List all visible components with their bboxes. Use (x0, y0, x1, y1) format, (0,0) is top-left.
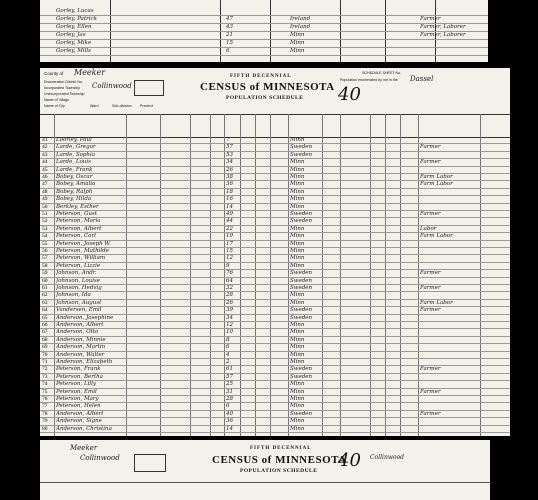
census-sheet (40, 68, 510, 436)
cell-n: 67 (42, 329, 48, 336)
cell-n: 45 (42, 166, 48, 173)
cell-name: Larde, Gregor (56, 144, 96, 151)
cell-name: Peterson, Lizzie (56, 262, 101, 269)
cell-n: 56 (42, 248, 48, 254)
village-label: Name of Village (44, 98, 70, 102)
cell-birth: Minn (290, 418, 305, 425)
cell-name: Johnson, August (56, 299, 102, 306)
cell-n: 78 (42, 410, 48, 417)
cell-n: 66 (42, 322, 48, 328)
table-row (40, 255, 510, 262)
table-row (40, 248, 510, 255)
table-row (40, 403, 510, 410)
cell-name: Peterson, Helen (56, 403, 101, 410)
table-row (40, 322, 510, 329)
cell-age: 32 (226, 285, 233, 291)
cell-age: 28 (226, 396, 233, 402)
table-row (40, 270, 510, 277)
table-row (40, 374, 510, 381)
cell-n: 76 (42, 396, 48, 402)
cell-n: 58 (42, 262, 48, 269)
table-row (40, 292, 510, 299)
cell-occ: Farm Labor (420, 181, 453, 188)
table-row (40, 189, 510, 196)
cell-age: 34 (226, 314, 233, 321)
cell-age: 6 (226, 344, 230, 351)
table-row (40, 211, 510, 218)
bottom-census-title: CENSUS of MINNESOTA (212, 454, 347, 466)
table-row (40, 329, 510, 336)
table-row (40, 263, 510, 270)
cell-age: 43 (226, 24, 233, 30)
town-value: Collinwood (92, 82, 132, 90)
cell-birth: Minn (290, 188, 305, 195)
cell-birth: Sweden (290, 307, 313, 314)
cell-age: 14 (226, 203, 233, 210)
cell-n: 53 (42, 225, 48, 232)
table-row (40, 315, 510, 322)
cell-age: 9 (226, 262, 230, 269)
cell-age: 12 (226, 322, 233, 328)
cell-occ: Farmer (420, 307, 441, 314)
cell-birth: Minn (290, 262, 305, 269)
cell-name: Peterson, Carl (56, 233, 96, 240)
cell-name: Johnson, Andr. (56, 270, 97, 277)
county-label: County of (44, 71, 64, 76)
table-row (40, 233, 510, 240)
table-row (40, 426, 510, 433)
table-row (40, 167, 510, 174)
cell-age: 10 (226, 329, 233, 336)
table-row (40, 337, 510, 344)
cell-n: 71 (42, 359, 48, 365)
cell-n: 41 (42, 137, 48, 143)
census-rows (40, 137, 510, 436)
cell-birth: Minn (290, 329, 305, 336)
cell-name: Anderson, Christina (56, 425, 112, 432)
cell-age: 49 (226, 211, 233, 217)
incorporated-label: Incorporated Township (44, 86, 81, 90)
cell-birth: Sweden (290, 218, 313, 225)
cell-n: 46 (42, 174, 48, 180)
cell-name: Gorley, Ellen (56, 24, 92, 30)
cell-name: Gorley, Patrick (56, 16, 97, 22)
cell-n: 74 (42, 381, 48, 388)
cell-n: 69 (42, 344, 48, 351)
cell-n: 47 (42, 181, 48, 188)
cell-name: Peterson, Mary (56, 396, 99, 402)
table-row (40, 181, 510, 188)
cell-age: 76 (226, 270, 233, 277)
table-row (40, 300, 510, 307)
cell-birth: Minn (290, 48, 305, 54)
cell-birth: Minn (290, 299, 305, 306)
cell-birth: Ireland (290, 16, 311, 22)
cell-birth: Minn (290, 240, 305, 247)
cell-n: 77 (42, 403, 48, 410)
cell-birth: Sweden (290, 277, 313, 284)
table-row (40, 144, 510, 151)
table-row (40, 174, 510, 181)
cell-birth: Minn (290, 233, 305, 240)
enum-district-label: Enumeration District No. (44, 80, 83, 84)
bottom-county-value: Meeker (70, 444, 98, 452)
bottom-enumerator-value: Collinwood (370, 454, 405, 461)
cell-name: Gorley, Jas (56, 32, 86, 38)
cell-n: 44 (42, 159, 48, 166)
cell-name: Peterson, Mathilde (56, 248, 109, 254)
cell-n: 42 (42, 144, 48, 151)
cell-occ: Farm Labor (420, 233, 453, 240)
table-row (40, 48, 488, 56)
cell-name: Peterson, Albert (56, 225, 102, 232)
cell-age: 18 (226, 188, 233, 195)
table-row (40, 196, 510, 203)
cell-age: 26 (226, 166, 233, 173)
cell-age: 16 (226, 196, 233, 203)
cell-n: 73 (42, 373, 48, 380)
cell-age: 53 (226, 151, 233, 158)
cell-name: Peterson, Maria (56, 218, 101, 225)
cell-n: 64 (42, 307, 48, 314)
cell-name: Anderson, Albert (56, 322, 104, 328)
cell-birth: Minn (290, 137, 305, 143)
cell-age: 21 (226, 32, 233, 38)
cell-birth: Minn (290, 166, 305, 173)
cell-name: Bobey, Amalia (56, 181, 96, 188)
cell-occ: Farm Labor (420, 174, 453, 180)
sheet-number: 40 (338, 84, 361, 105)
bottom-instruction-box (134, 454, 166, 472)
cell-name: Peterson, Bertha (56, 373, 103, 380)
cell-occ: Farmer (420, 159, 441, 166)
cell-birth: Sweden (290, 211, 313, 217)
cell-name: Larde, Sophia (56, 151, 96, 158)
cell-n: 59 (42, 270, 48, 277)
county-value: Meeker (74, 68, 106, 77)
population-schedule: POPULATION SCHEDULE (226, 95, 304, 101)
table-row (40, 137, 510, 144)
cell-age: 57 (226, 373, 233, 380)
cell-birth: Minn (290, 359, 305, 365)
column-header-band (40, 114, 510, 138)
enumerated-by-label: Population enumerated by me in the (340, 78, 398, 82)
table-row (40, 285, 510, 292)
cell-age: 40 (226, 410, 233, 417)
cell-occ: Farm Labor (420, 299, 453, 306)
cell-occ: Labor (420, 225, 437, 232)
cell-name: Gorley, Lucas (56, 8, 94, 14)
cell-age: 19 (226, 233, 233, 240)
cell-birth: Minn (290, 336, 305, 343)
cell-age: 15 (226, 40, 233, 46)
table-row (40, 381, 510, 388)
cell-name: Johnson, Louise (56, 277, 101, 284)
cell-n: 50 (42, 203, 48, 210)
cell-age: 64 (226, 277, 233, 284)
cell-n: 65 (42, 314, 48, 321)
next-sheet-fragment (40, 440, 490, 500)
cell-birth: Minn (290, 32, 305, 38)
sheet-label: SCHEDULE SHEET No. (362, 71, 402, 75)
cell-name: Bobey, Ralph (56, 188, 93, 195)
cell-name: Larde, Louis (56, 159, 91, 166)
cell-name: Anderson, Josephine (56, 314, 114, 321)
table-row (40, 16, 488, 24)
cell-name: Anderson, Martin (56, 344, 106, 351)
cell-occ: Farmer (420, 285, 441, 291)
cell-age: 36 (226, 181, 233, 188)
cell-birth: Minn (290, 255, 305, 262)
cell-age: 22 (226, 225, 233, 232)
cell-birth: Minn (290, 181, 305, 188)
bottom-population-schedule: POPULATION SCHEDULE (240, 468, 318, 474)
table-row (40, 307, 510, 314)
cell-birth: Minn (290, 396, 305, 402)
cell-name: Gorley, Mike (56, 40, 92, 46)
cell-name: Larde, Frank (56, 166, 93, 173)
cell-age: 31 (226, 388, 233, 395)
table-row (40, 24, 488, 32)
cell-age: 38 (226, 174, 233, 180)
table-row (40, 8, 488, 16)
cell-birth: Sweden (290, 144, 313, 151)
cell-name: Anderson, Albert (56, 410, 104, 417)
table-row (40, 344, 510, 351)
table-row (40, 352, 510, 359)
cell-name: Peterson, Frank (56, 366, 101, 373)
cell-name: Anderson, Minnie (56, 336, 106, 343)
cell-n: 60 (42, 277, 48, 284)
cell-birth: Minn (290, 322, 305, 328)
cell-name: Bobey, Hilda (56, 196, 92, 203)
cell-age: 12 (226, 255, 233, 262)
cell-birth: Sweden (290, 410, 313, 417)
cell-name: Peterson, Emil (56, 388, 97, 395)
unincorporated-label: Unincorporated Township (44, 92, 85, 96)
cell-birth: Sweden (290, 285, 313, 291)
cell-n: 48 (42, 188, 48, 195)
cell-occ: Farmer (420, 144, 441, 151)
previous-sheet-fragment (40, 0, 488, 62)
cell-occ: Farmer (420, 16, 441, 22)
cell-birth: Minn (290, 248, 305, 254)
cell-birth: Sweden (290, 314, 313, 321)
cell-birth: Sweden (290, 373, 313, 380)
cell-age: 34 (226, 159, 233, 166)
cell-name: Peterson, Gust (56, 211, 97, 217)
bottom-sheet-number: 40 (338, 450, 361, 471)
cell-n: 72 (42, 366, 48, 373)
cell-n: 55 (42, 240, 48, 247)
cell-n: 54 (42, 233, 48, 240)
cell-occ: Farmer (420, 366, 441, 373)
table-row (40, 226, 510, 233)
cell-occ: Farmer (420, 388, 441, 395)
cell-name: Peterson, Lilly (56, 381, 97, 388)
cell-name: Loorley, Paul (56, 137, 92, 143)
cell-occ: Farmer (420, 410, 441, 417)
cell-age: 39 (226, 307, 233, 314)
cell-n: 57 (42, 255, 48, 262)
cell-age: 6 (226, 403, 230, 410)
table-row (40, 396, 510, 403)
cell-birth: Minn (290, 225, 305, 232)
bottom-fifth-decennial: FIFTH DECENNIAL (250, 446, 312, 451)
cell-occ: Farmer (420, 270, 441, 277)
cell-birth: Ireland (290, 24, 311, 30)
cell-name: Anderson, Signe (56, 418, 102, 425)
cell-name: Berkley, Esther (56, 203, 99, 210)
cell-name: Johnson, Ida (56, 292, 91, 299)
table-row (40, 389, 510, 396)
cell-n: 61 (42, 285, 48, 291)
cell-n: 75 (42, 388, 48, 395)
cell-age: 2 (226, 359, 230, 365)
cell-n: 80 (42, 425, 48, 432)
cell-name: Johnson, Hedvig (56, 285, 102, 291)
cell-birth: Minn (290, 174, 305, 180)
instruction-box (134, 80, 164, 96)
table-row (40, 40, 488, 48)
cell-birth: Minn (290, 159, 305, 166)
cell-n: 52 (42, 218, 48, 225)
cell-age: 28 (226, 292, 233, 299)
cell-age: 15 (226, 248, 233, 254)
table-row (40, 241, 510, 248)
subdivision-label: Sub-division (112, 104, 132, 108)
cell-name: Anderson, Elizabeth (56, 359, 113, 365)
cell-age: 17 (226, 240, 233, 247)
cell-n: 68 (42, 336, 48, 343)
cell-birth: Minn (290, 381, 305, 388)
cell-birth: Minn (290, 344, 305, 351)
table-row (40, 418, 510, 425)
cell-age: 25 (226, 381, 233, 388)
cell-name: Vandersen, Emil (56, 307, 102, 314)
cell-age: 61 (226, 366, 233, 373)
cell-n: 49 (42, 196, 48, 203)
table-row (40, 278, 510, 285)
cell-occ: Farmer (420, 211, 441, 217)
cell-n: 62 (42, 292, 48, 299)
table-row (40, 152, 510, 159)
cell-age: 47 (226, 16, 233, 22)
cell-birth: Sweden (290, 151, 313, 158)
cell-n: 79 (42, 418, 48, 425)
table-row (40, 204, 510, 211)
cell-age: 36 (226, 418, 233, 425)
table-row (40, 159, 510, 166)
cell-occ: Farmer, Laborer (420, 24, 466, 30)
cell-n: 70 (42, 351, 48, 358)
cell-occ: Farmer, Laborer (420, 32, 466, 38)
precinct-label: Precinct (140, 104, 153, 108)
cell-birth: Minn (290, 425, 305, 432)
cell-name: Peterson, William (56, 255, 106, 262)
enumerator-value: Dassel (410, 75, 434, 83)
bottom-town-value: Collinwood (80, 454, 120, 462)
cell-age: 26 (226, 299, 233, 306)
cell-name: Gorley, Mills (56, 48, 91, 54)
cell-age: 8 (226, 336, 230, 343)
cell-birth: Minn (290, 292, 305, 299)
cell-age: 14 (226, 425, 233, 432)
cell-age: 6 (226, 48, 230, 54)
table-row (40, 366, 510, 373)
table-row (40, 32, 488, 40)
cell-n: 63 (42, 299, 48, 306)
cell-birth: Minn (290, 351, 305, 358)
cell-name: Anderson, Walter (56, 351, 105, 358)
cell-name: Bobey, Oscar (56, 174, 93, 180)
cell-birth: Minn (290, 40, 305, 46)
cell-age: 44 (226, 218, 233, 225)
table-row (40, 218, 510, 225)
cell-name: Peterson, Joseph W. (56, 240, 111, 247)
fifth-decennial: FIFTH DECENNIAL (230, 74, 292, 79)
cell-name: Anderson, Otto (56, 329, 99, 336)
ward-label: Ward (90, 104, 99, 108)
table-row (40, 411, 510, 418)
cell-birth: Minn (290, 203, 305, 210)
cell-age: 4 (226, 351, 230, 358)
cell-age: 57 (226, 144, 233, 151)
cell-birth: Sweden (290, 270, 313, 277)
census-title: CENSUS of MINNESOTA (200, 81, 335, 93)
cell-birth: Sweden (290, 366, 313, 373)
cell-birth: Minn (290, 403, 305, 410)
cell-birth: Minn (290, 388, 305, 395)
cell-n: 51 (42, 211, 48, 217)
table-row (40, 359, 510, 366)
city-label: Name of City (44, 104, 65, 108)
cell-birth: Minn (290, 196, 305, 203)
cell-n: 43 (42, 151, 48, 158)
cell-age: 7 (226, 137, 230, 143)
